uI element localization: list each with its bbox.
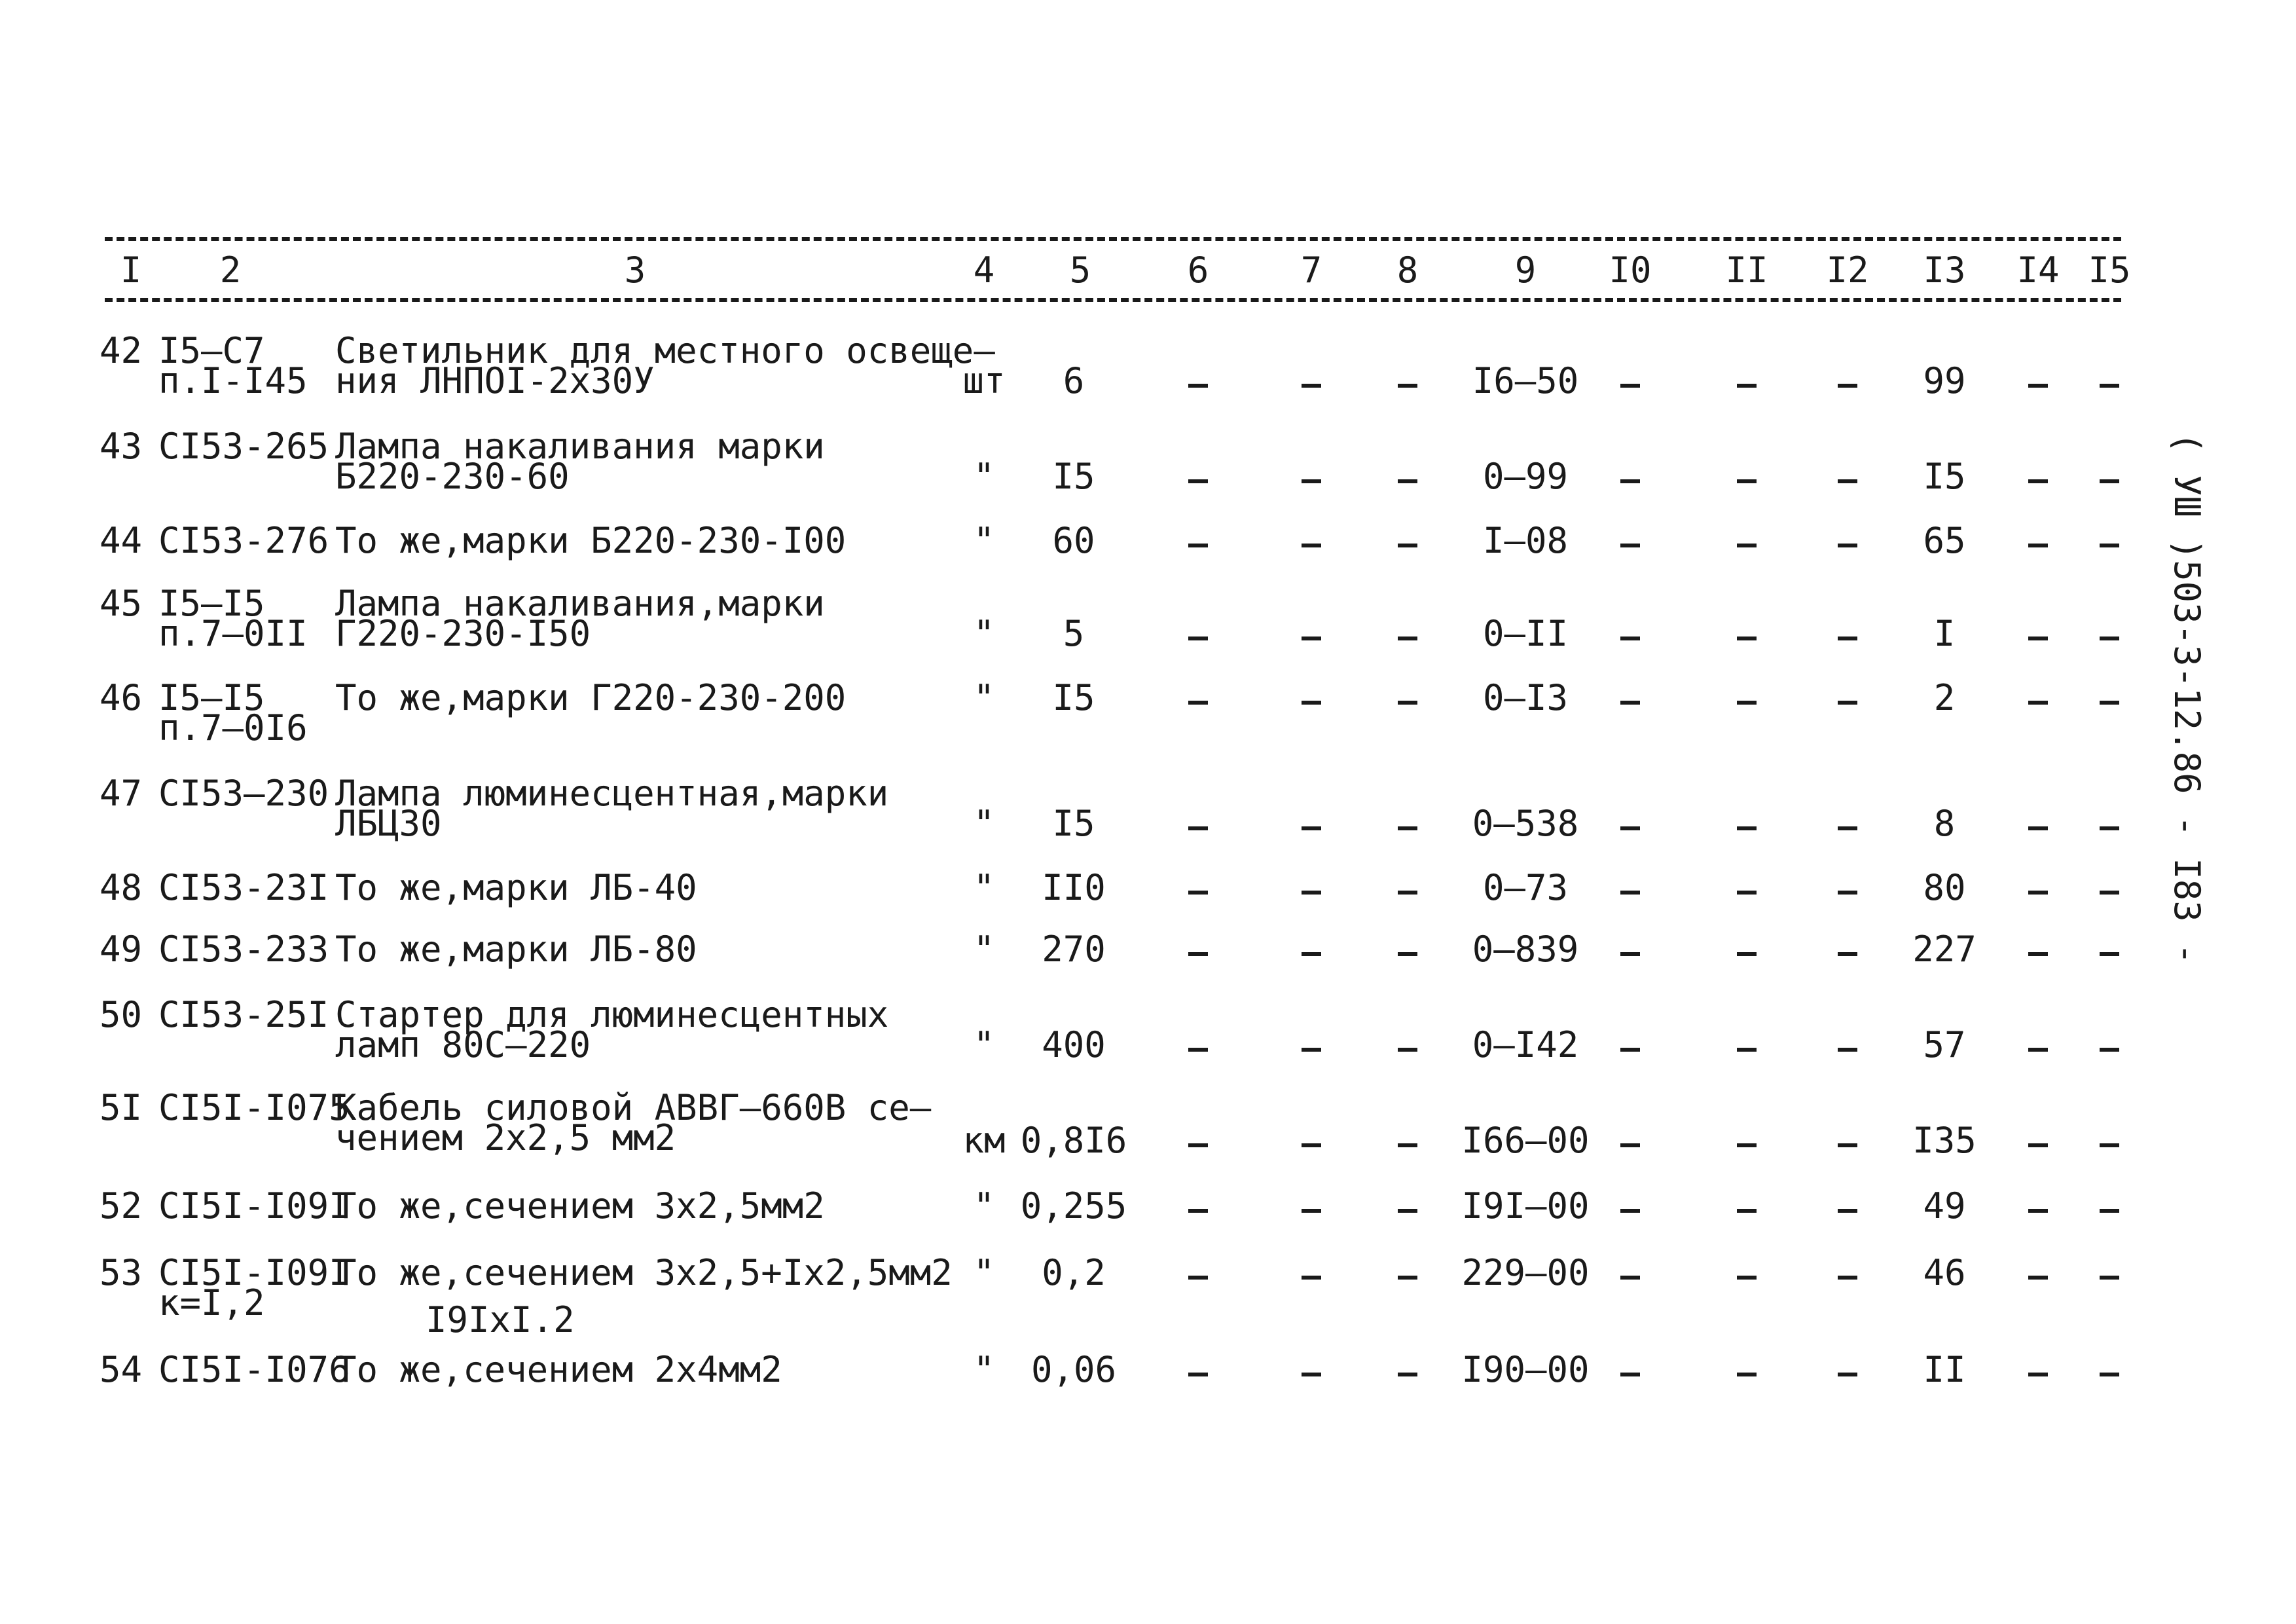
empty-dash: [2028, 1048, 2048, 1052]
rate-code: CI5I-I09I: [158, 1185, 350, 1227]
empty-dash: [1302, 1373, 1321, 1376]
unit-cost: I–08: [1482, 520, 1569, 561]
empty-dash: [1737, 384, 1757, 388]
unit-cost: I66–00: [1461, 1120, 1590, 1161]
unit-cost: 229–00: [1461, 1252, 1590, 1293]
empty-dash: [1398, 701, 1417, 705]
empty-dash: [1398, 479, 1417, 483]
unit-cost: 0–839: [1472, 929, 1579, 970]
empty-dash: [1302, 384, 1321, 388]
item-name: То же,сечением 3х2,5мм2: [335, 1185, 825, 1227]
total-cost: 99: [1923, 360, 1966, 401]
total-cost: I35: [1912, 1120, 1977, 1161]
empty-dash: [1737, 637, 1757, 640]
row-number: 44: [100, 520, 143, 561]
column-header-4: 4: [973, 249, 995, 291]
empty-dash: [1188, 544, 1208, 547]
empty-dash: [2100, 701, 2119, 705]
rate-code: CI5I-I076: [158, 1349, 350, 1390]
total-cost: 80: [1923, 867, 1966, 908]
empty-dash: [1737, 1373, 1757, 1376]
quantity: 60: [1052, 520, 1095, 561]
column-header-11: II: [1725, 249, 1768, 291]
row-number: 48: [100, 867, 143, 908]
item-name: Лампа накаливания марки: [335, 426, 825, 467]
empty-dash: [1838, 637, 1857, 640]
empty-dash: [2100, 384, 2119, 388]
unit: ": [973, 1252, 995, 1293]
column-header-1: I: [120, 249, 142, 291]
empty-dash: [1737, 826, 1757, 830]
column-header-5: 5: [1069, 249, 1091, 291]
empty-dash: [1838, 1048, 1857, 1052]
empty-dash: [2100, 1276, 2119, 1280]
column-header-13: I3: [1923, 249, 1966, 291]
empty-dash: [1188, 479, 1208, 483]
empty-dash: [2100, 826, 2119, 830]
empty-dash: [1188, 1373, 1208, 1376]
quantity: 400: [1042, 1024, 1106, 1065]
empty-dash: [1188, 1143, 1208, 1147]
row-number: 42: [100, 330, 143, 371]
quantity: 270: [1042, 929, 1106, 970]
empty-dash: [1620, 826, 1640, 830]
total-cost: I5: [1923, 456, 1966, 497]
unit: ": [973, 1185, 995, 1227]
unit-cost: I9I–00: [1461, 1185, 1590, 1227]
unit: ": [973, 520, 995, 561]
empty-dash: [1302, 891, 1321, 895]
unit-cost: 0–I3: [1482, 677, 1569, 718]
quantity: I5: [1052, 677, 1095, 718]
unit-cost: 0–538: [1472, 803, 1579, 844]
empty-dash: [1302, 544, 1321, 547]
column-header-3: 3: [624, 249, 646, 291]
empty-dash: [1398, 1209, 1417, 1213]
total-cost: I: [1933, 613, 1956, 654]
row-number: 47: [100, 773, 143, 814]
quantity: I5: [1052, 803, 1095, 844]
empty-dash: [1398, 544, 1417, 547]
total-cost: 57: [1923, 1024, 1966, 1065]
empty-dash: [1188, 384, 1208, 388]
column-header-7: 7: [1300, 249, 1322, 291]
total-cost: 227: [1912, 929, 1977, 970]
empty-dash: [1188, 701, 1208, 705]
empty-dash: [1398, 952, 1417, 956]
unit-cost: I6–50: [1472, 360, 1579, 401]
empty-dash: [1838, 952, 1857, 956]
rate-code: CI53-23I: [158, 867, 329, 908]
empty-dash: [2100, 1048, 2119, 1052]
unit-cost: I90–00: [1461, 1349, 1590, 1390]
header-top-rule: [105, 237, 2121, 241]
row-number: 43: [100, 426, 143, 467]
quantity: 0,8I6: [1020, 1120, 1127, 1161]
empty-dash: [1838, 479, 1857, 483]
total-cost: II: [1923, 1349, 1966, 1390]
empty-dash: [1838, 384, 1857, 388]
empty-dash: [1188, 1209, 1208, 1213]
row-number: 54: [100, 1349, 143, 1390]
empty-dash: [1188, 891, 1208, 895]
row-number: 45: [100, 583, 143, 624]
empty-dash: [1620, 637, 1640, 640]
empty-dash: [1302, 1276, 1321, 1280]
empty-dash: [1737, 1209, 1757, 1213]
empty-dash: [1620, 384, 1640, 388]
empty-dash: [1302, 952, 1321, 956]
empty-dash: [1838, 701, 1857, 705]
empty-dash: [1620, 1209, 1640, 1213]
unit: ": [973, 929, 995, 970]
quantity: 0,2: [1042, 1252, 1106, 1293]
header-bottom-rule: [105, 298, 2121, 302]
column-header-15: I5: [2088, 249, 2131, 291]
empty-dash: [2028, 1373, 2048, 1376]
rate-code: CI5I-I09I: [158, 1252, 350, 1293]
empty-dash: [2028, 384, 2048, 388]
item-name: Кабель силовой АВВГ–660В се–: [335, 1087, 932, 1128]
empty-dash: [1398, 1143, 1417, 1147]
column-header-12: I2: [1826, 249, 1869, 291]
empty-dash: [1188, 637, 1208, 640]
empty-dash: [1188, 952, 1208, 956]
item-name: Б220-230-60: [335, 456, 570, 497]
empty-dash: [1398, 637, 1417, 640]
rate-code: CI53–230: [158, 773, 329, 814]
empty-dash: [1838, 544, 1857, 547]
empty-dash: [1838, 1276, 1857, 1280]
empty-dash: [1620, 952, 1640, 956]
empty-dash: [1302, 637, 1321, 640]
row-number: 46: [100, 677, 143, 718]
item-name: Лампа накаливания,марки: [335, 583, 825, 624]
column-header-6: 6: [1187, 249, 1209, 291]
empty-dash: [1398, 1048, 1417, 1052]
row-number: 5I: [100, 1087, 143, 1128]
unit: шт: [962, 360, 1006, 401]
rate-code: п.7–0II: [158, 613, 308, 654]
item-name: Лампа люминесцентная,марки: [335, 773, 889, 814]
rate-code: I5–I5: [158, 677, 265, 718]
empty-dash: [1838, 1143, 1857, 1147]
row-number: 52: [100, 1185, 143, 1227]
quantity: 5: [1063, 613, 1085, 654]
column-header-10: I0: [1609, 249, 1652, 291]
item-name: Стартер для люминесцентных: [335, 994, 889, 1035]
unit: ": [973, 613, 995, 654]
empty-dash: [1302, 479, 1321, 483]
rate-code: к=I,2: [158, 1282, 265, 1323]
empty-dash: [1620, 479, 1640, 483]
item-name: То же,марки ЛБ-40: [335, 867, 697, 908]
empty-dash: [2028, 479, 2048, 483]
empty-dash: [1188, 1276, 1208, 1280]
empty-dash: [1302, 1048, 1321, 1052]
empty-dash: [2028, 1143, 2048, 1147]
unit: км: [962, 1120, 1006, 1161]
row-number: 50: [100, 994, 143, 1035]
column-header-14: I4: [2016, 249, 2060, 291]
empty-dash: [1620, 1048, 1640, 1052]
column-header-2: 2: [219, 249, 242, 291]
empty-dash: [2100, 479, 2119, 483]
empty-dash: [1838, 1373, 1857, 1376]
empty-dash: [1737, 1143, 1757, 1147]
rate-code: п.7–0I6: [158, 707, 308, 748]
empty-dash: [1398, 826, 1417, 830]
quantity: 0,255: [1020, 1185, 1127, 1227]
empty-dash: [1398, 384, 1417, 388]
rate-code: п.I-I45: [158, 360, 308, 401]
empty-dash: [1398, 1373, 1417, 1376]
item-name: ЛБЦ30: [335, 803, 442, 844]
quantity: I5: [1052, 456, 1095, 497]
empty-dash: [1737, 891, 1757, 895]
empty-dash: [1838, 1209, 1857, 1213]
empty-dash: [1737, 1048, 1757, 1052]
empty-dash: [1620, 1373, 1640, 1376]
empty-dash: [2028, 544, 2048, 547]
item-name: ламп 80С–220: [335, 1024, 591, 1065]
empty-dash: [1620, 544, 1640, 547]
empty-dash: [2028, 1209, 2048, 1213]
unit-cost: 0–II: [1482, 613, 1569, 654]
rate-code: CI53-25I: [158, 994, 329, 1035]
item-name: То же,марки ЛБ-80: [335, 929, 697, 970]
empty-dash: [2028, 826, 2048, 830]
rate-code: CI53-233: [158, 929, 329, 970]
empty-dash: [2100, 1373, 2119, 1376]
empty-dash: [1398, 1276, 1417, 1280]
unit-cost: 0–73: [1482, 867, 1569, 908]
rate-code: I5–I5: [158, 583, 265, 624]
empty-dash: [2100, 637, 2119, 640]
empty-dash: [2100, 891, 2119, 895]
empty-dash: [2100, 544, 2119, 547]
empty-dash: [1838, 891, 1857, 895]
item-name: I9IхI.2: [426, 1299, 575, 1340]
unit-cost: 0–99: [1482, 456, 1569, 497]
empty-dash: [1737, 952, 1757, 956]
empty-dash: [2028, 701, 2048, 705]
item-name: Светильник для местного освеще–: [335, 330, 995, 371]
unit: ": [973, 803, 995, 844]
empty-dash: [1737, 1276, 1757, 1280]
unit: ": [973, 677, 995, 718]
empty-dash: [1737, 544, 1757, 547]
quantity: 0,06: [1030, 1349, 1117, 1390]
empty-dash: [1620, 1143, 1640, 1147]
rate-code: CI53-276: [158, 520, 329, 561]
quantity: II0: [1042, 867, 1106, 908]
empty-dash: [1302, 1143, 1321, 1147]
item-name: ния ЛНПОI-2х30У: [335, 360, 655, 401]
unit-cost: 0–I42: [1472, 1024, 1579, 1065]
empty-dash: [2100, 1143, 2119, 1147]
empty-dash: [1398, 891, 1417, 895]
item-name: То же,сечением 2х4мм2: [335, 1349, 782, 1390]
unit: ": [973, 1024, 995, 1065]
empty-dash: [1737, 701, 1757, 705]
total-cost: 49: [1923, 1185, 1966, 1227]
unit: ": [973, 867, 995, 908]
row-number: 53: [100, 1252, 143, 1293]
rate-code: CI53-265: [158, 426, 329, 467]
rate-code: I5–C7: [158, 330, 265, 371]
total-cost: 65: [1923, 520, 1966, 561]
empty-dash: [2028, 637, 2048, 640]
total-cost: 8: [1933, 803, 1956, 844]
item-name: То же,марки Г220-230-200: [335, 677, 847, 718]
empty-dash: [1302, 1209, 1321, 1213]
item-name: Г220-230-I50: [335, 613, 591, 654]
empty-dash: [1188, 826, 1208, 830]
empty-dash: [2028, 1276, 2048, 1280]
empty-dash: [2028, 891, 2048, 895]
empty-dash: [1302, 701, 1321, 705]
item-name: чением 2х2,5 мм2: [335, 1117, 676, 1158]
empty-dash: [2100, 952, 2119, 956]
item-name: То же,марки Б220-230-I00: [335, 520, 847, 561]
total-cost: 46: [1923, 1252, 1966, 1293]
side-label: ( УШ )503-3-12.86 - I83 -: [2166, 432, 2208, 965]
item-name: То же,сечением 3х2,5+Iх2,5мм2: [335, 1252, 953, 1293]
column-header-8: 8: [1396, 249, 1419, 291]
total-cost: 2: [1933, 677, 1956, 718]
empty-dash: [1302, 826, 1321, 830]
empty-dash: [1838, 826, 1857, 830]
unit: ": [973, 1349, 995, 1390]
empty-dash: [1620, 891, 1640, 895]
row-number: 49: [100, 929, 143, 970]
column-header-9: 9: [1514, 249, 1537, 291]
empty-dash: [1737, 479, 1757, 483]
empty-dash: [1188, 1048, 1208, 1052]
empty-dash: [2028, 952, 2048, 956]
empty-dash: [2100, 1209, 2119, 1213]
empty-dash: [1620, 1276, 1640, 1280]
empty-dash: [1620, 701, 1640, 705]
unit: ": [973, 456, 995, 497]
quantity: 6: [1063, 360, 1085, 401]
rate-code: CI5I-I075: [158, 1087, 350, 1128]
